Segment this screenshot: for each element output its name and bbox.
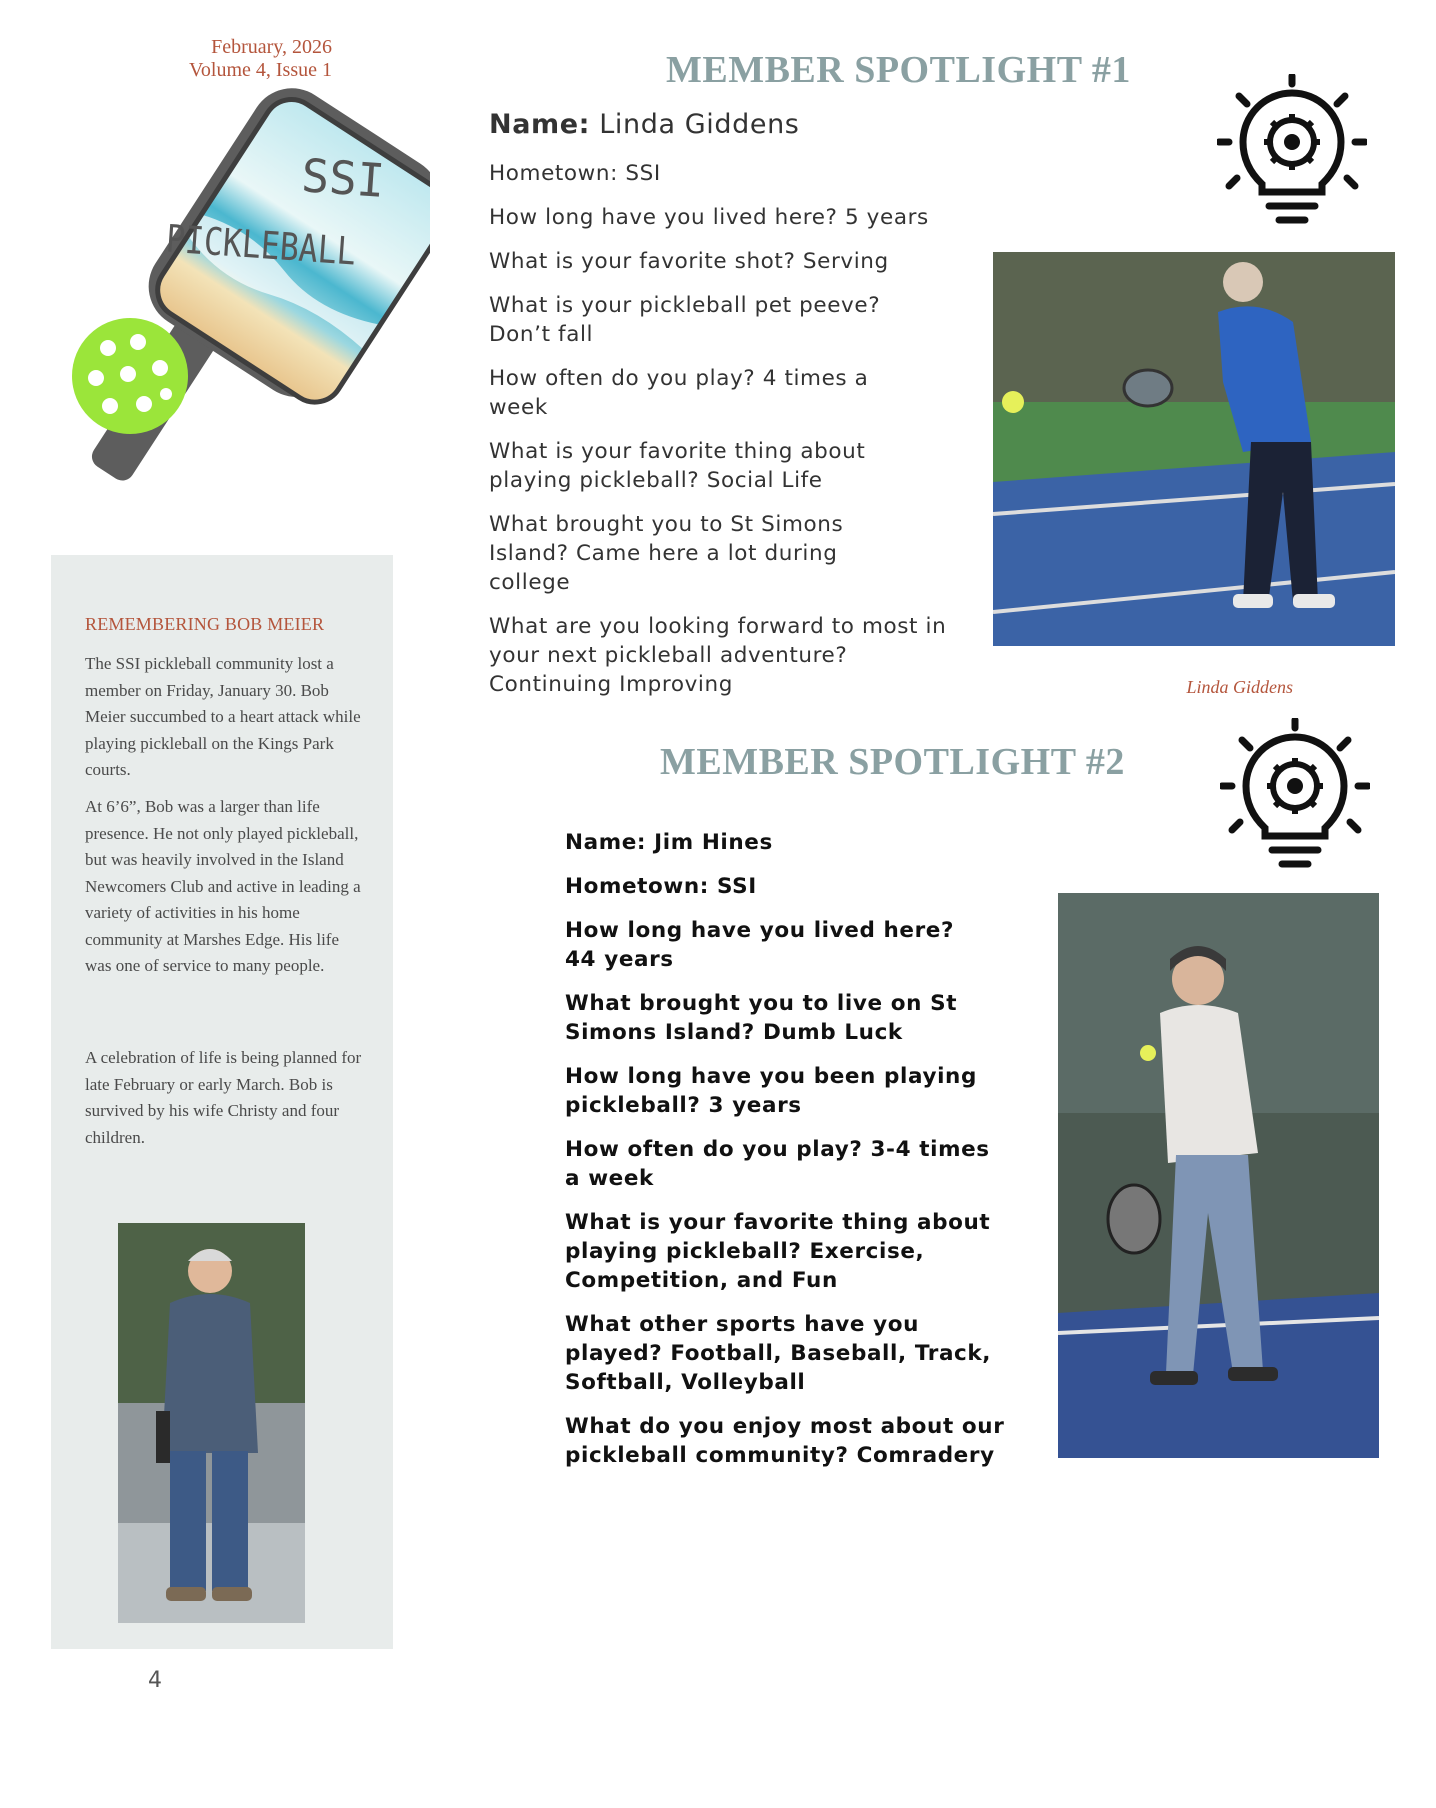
name-value: Linda Giddens [590,109,800,140]
qa-line: How long have you lived here? 44 years [565,918,955,972]
qa-line: What is your favorite shot? Serving [489,249,889,274]
qa-line: What is your pickleball pet peeve? Don’t fall [489,293,881,347]
spotlight-1-heading: MEMBER SPOTLIGHT #1 [666,49,1131,91]
qa-line: Name: Jim Hines [565,830,773,855]
memorial-paragraph-2: At 6’6”, Bob was a larger than life presence. He not only played pickleball, but was heavily involved in the Island Newcomers Club and active in leading a variety of activities in his home community at Marshes Edge. His life was one of service to many people. [85,797,361,975]
spotlight-2-qa [565,828,1005,1485]
jim-hines-photo [1058,893,1379,1458]
qa-line: What brought you to live on St Simons Island? Dumb Luck [565,991,958,1045]
logo-text-pickleball: PICKLEBALL [164,216,396,277]
memorial-title: REMEMBERING BOB MEIER [85,614,325,634]
qa-line: Hometown: SSI [565,874,757,899]
spotlight-1-name [489,110,959,141]
qa-line: What brought you to St Simons Island? Came here a lot during college [489,512,844,595]
qa-line: What other sports have you played? Football, Baseball, Track, Softball, Volleyball [565,1312,992,1395]
linda-photo-caption: Linda Giddens [1186,677,1293,697]
issue-date: February, 2026 [211,36,332,58]
qa-line: How long have you been playing pickleball? 3 years [565,1064,977,1118]
memorial-paragraph-1: The SSI pickleball community lost a member on Friday, January 30. Bob Meier succumbed to a heart attack while playing pickleball on the Kings Park courts. [85,654,361,779]
memorial-paragraph-3: A celebration of life is being planned for late February or early March. Bob is survived by his wife Christy and four children. [85,1048,362,1147]
qa-line: Hometown: SSI [489,161,661,186]
lightbulb-gear-icon [1217,74,1367,230]
logo-text-ssi: SSI [299,148,387,208]
issue-info [150,36,332,82]
linda-giddens-photo [993,252,1395,646]
qa-line: What is your favorite thing about playing pickleball? Social Life [489,439,866,493]
page-number: 4 [148,1668,162,1693]
bob-meier-photo [118,1223,305,1623]
issue-volume: Volume 4, Issue 1 [189,59,332,81]
ssi-pickleball-logo [60,86,430,506]
qa-line: What do you enjoy most about our pickleball community? Comradery [565,1414,1005,1468]
spotlight-2-heading: MEMBER SPOTLIGHT #2 [660,741,1125,783]
lightbulb-gear-icon [1220,718,1370,874]
qa-line: How long have you lived here? 5 years [489,205,929,230]
qa-line: How often do you play? 3-4 times a week [565,1137,990,1191]
qa-line: What is your favorite thing about playing pickleball? Exercise, Competition, and Fun [565,1210,991,1293]
qa-line: What are you looking forward to most in your next pickleball adventure? Continuing Improving [489,614,947,697]
spotlight-1-qa [489,110,959,714]
pickleball-icon [72,318,188,434]
name-label: Name: [489,109,591,140]
qa-line: How often do you play? 4 times a week [489,366,869,420]
